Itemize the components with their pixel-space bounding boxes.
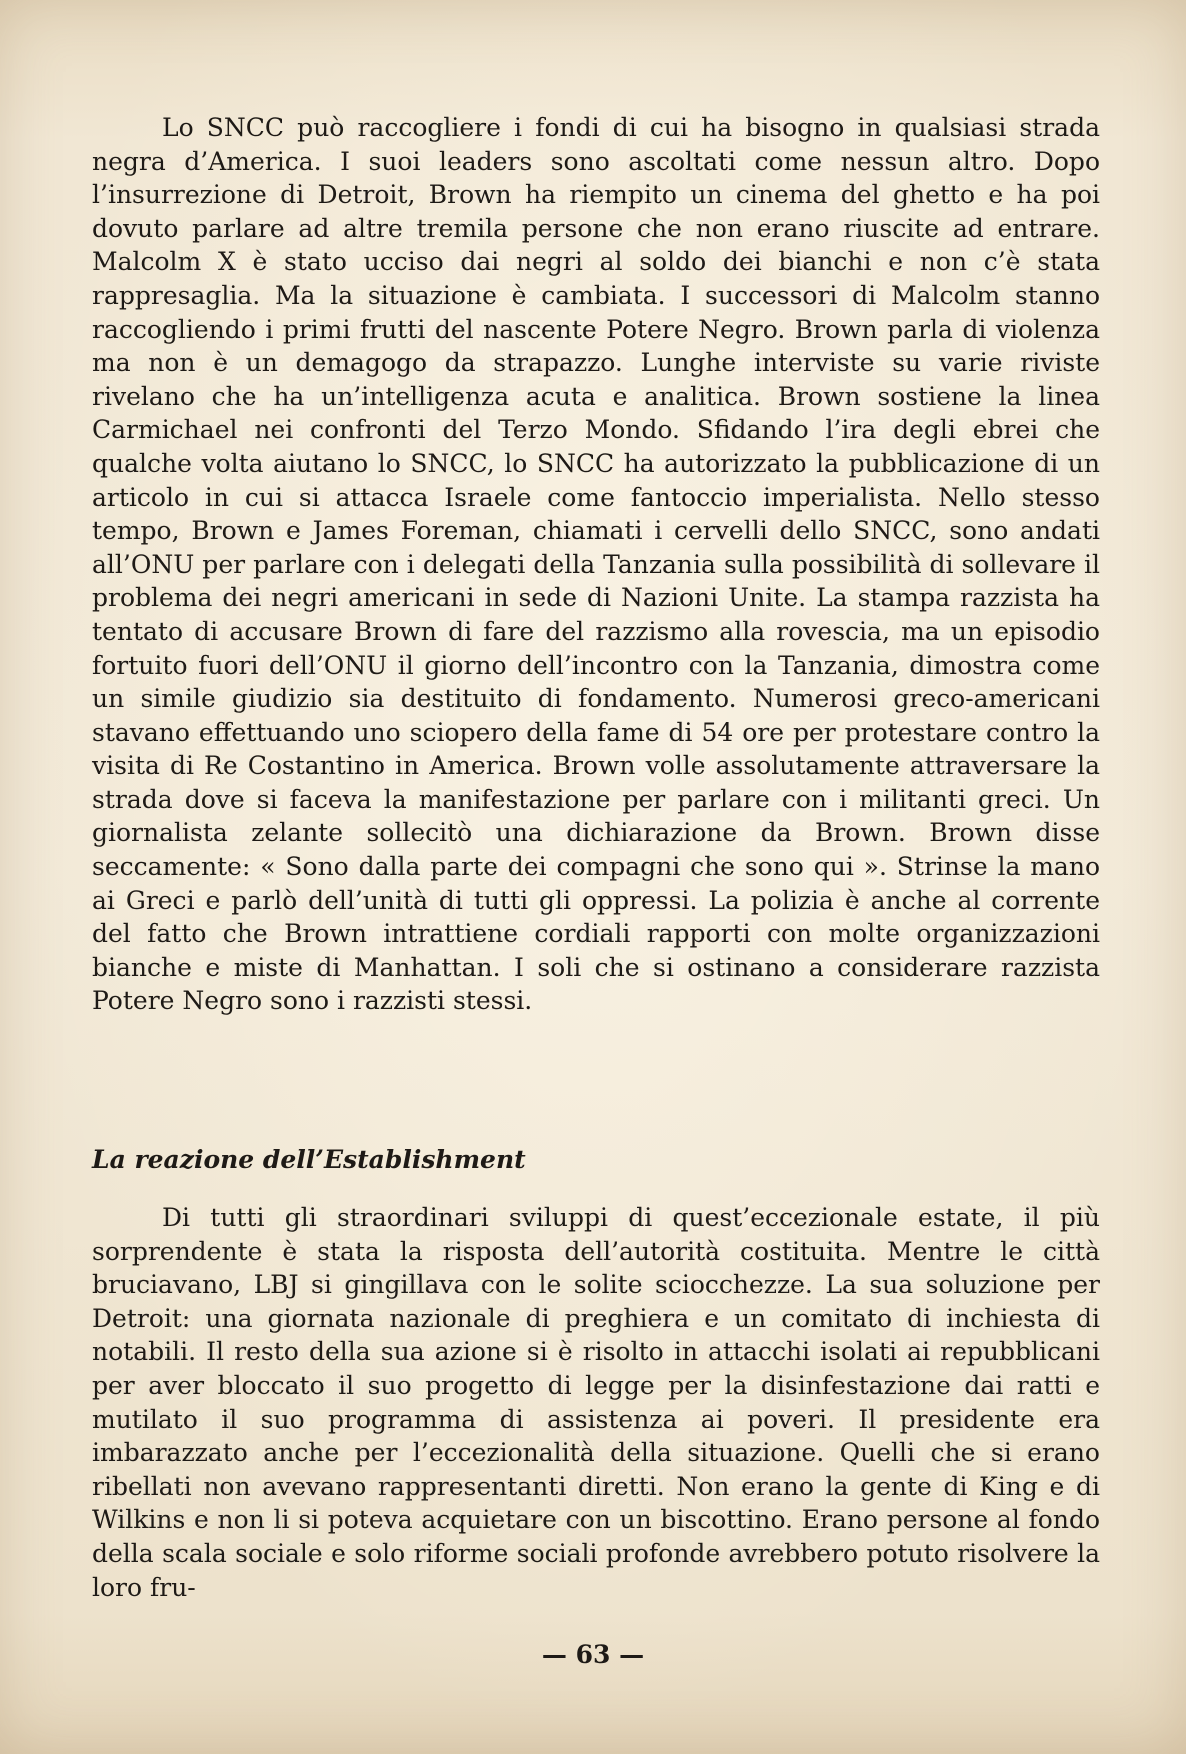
page-number: — 63 — (541, 1640, 645, 1669)
body-text-bottom (92, 1201, 1100, 1604)
paragraph-sncc: Lo SNCC può raccogliere i fondi di cui ha bisogno in qualsiasi strada negra d’America. I suoi leaders sono ascoltati come nessun altro. Dopo l’insurrezione di Detroit, Brown ha riempito un cinema del ghetto e ha poi dovuto parlare ad altre tremila persone che non erano riuscite ad entrare. Malcolm X è stato ucciso dai negri al soldo dei bianchi e non c’è stata rappresaglia. Ma la situazione è cambiata. I successori di Malcolm stanno raccogliendo i primi frutti del nascente Potere Negro. Brown parla di violenza ma non è un demagogo da strapazzo. Lunghe interviste su varie riviste rivelano che ha un’intelligenza acuta e analitica. Brown sostiene la linea Carmichael nei confronti del Terzo Mondo. Sfidando l’ira degli ebrei che qualche volta aiutano lo SNCC, lo SNCC ha autorizzato la pubblicazione di un articolo in cui si attacca Israele come fantoccio imperialista. Nello stesso tempo, Brown e James Foreman, chiamati i cervelli dello SNCC, sono andati all’ONU per parlare con i delegati della Tanzania sulla possibilità di sollevare il problema dei negri americani in sede di Nazioni Unite. La stampa razzista ha tentato di accusare Brown di fare del razzismo alla rovescia, ma un episodio fortuito fuori dell’ONU il giorno dell’incontro con la Tanzania, dimostra come un simile giudizio sia destituito di fondamento. Numerosi greco-americani stavano effettuando uno sciopero della fame di 54 ore per protestare contro la visita di Re Costantino in America. Brown volle assolutamente attraversare la strada dove si faceva la manifestazione per parlare con i militanti greci. Un giornalista zelante sollecitò una dichiarazione da Brown. Brown disse seccamente: « Sono dalla parte dei compagni che sono qui ». Strinse la mano ai Greci e parlò dell’unità di tutti gli oppressi. La polizia è anche al corrente del fatto che Brown intrattiene cordiali rapporti con molte organizzazioni bianche e miste di Manhattan. I soli che si ostinano a considerare razzista Potere Negro sono i razzisti stessi. (92, 113, 1100, 1016)
paragraph-establishment: Di tutti gli straordinari sviluppi di quest’eccezionale estate, il più sorprendente è stata la risposta dell’autorità costituita. Mentre le città bruciavano, LBJ si gingillava con le solite sciocchezze. La sua soluzione per Detroit: una giornata nazionale di preghiera e un comitato di inchiesta di notabili. Il resto della sua azione si è risolto in attacchi isolati ai repubblicani per aver bloccato il suo progetto di legge per la disinfestazione dai ratti e mutilato il suo programma di assistenza ai poveri. Il presidente era imbarazzato anche per l’eccezionalità della situazione. Quelli che si erano ribellati non avevano rappresentanti diretti. Non erano la gente di King e di Wilkins e non li si poteva acquietare con un biscottino. Erano persone al fondo della scala sociale e solo riforme sociali profonde avrebbero potuto risolvere la loro fru- (92, 1203, 1100, 1602)
section-heading: La reazione dell’Establishment (92, 1145, 526, 1174)
body-text-top (92, 111, 1100, 1018)
